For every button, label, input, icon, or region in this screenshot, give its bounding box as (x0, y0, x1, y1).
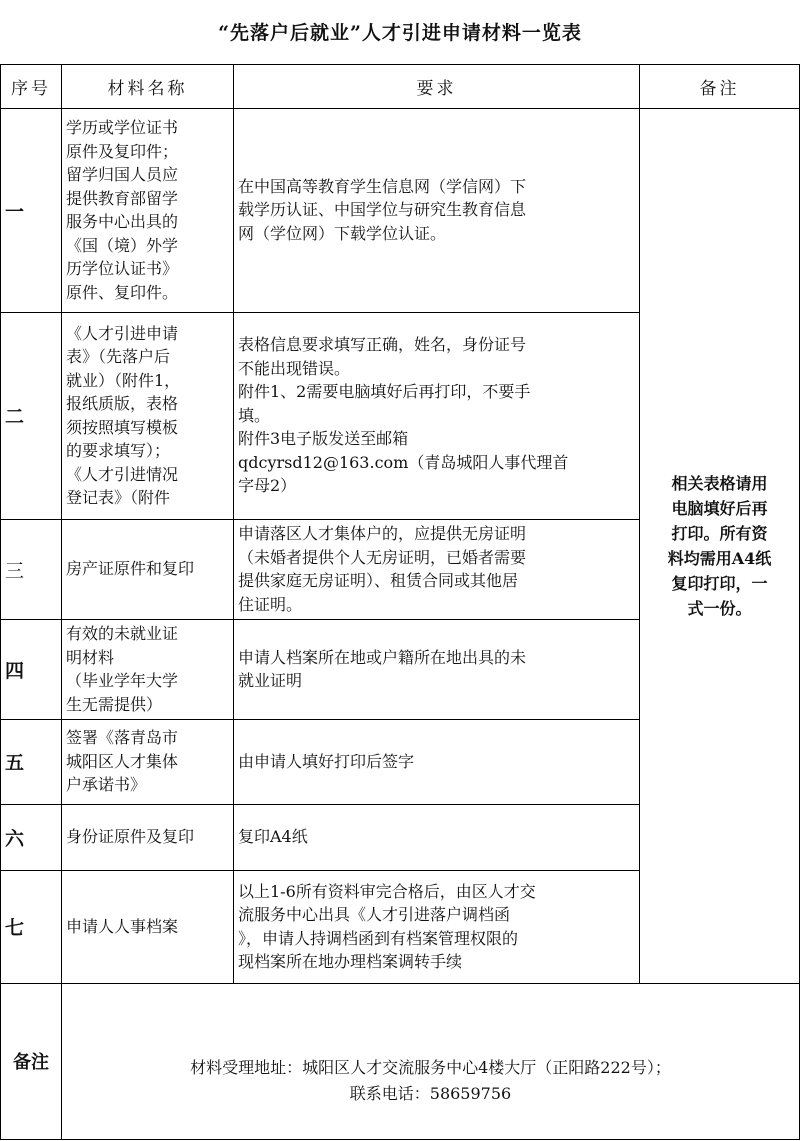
row-seq: 三 (1, 519, 62, 619)
row-requirement: 申请人档案所在地或户籍所在地出具的未 就业证明 (234, 619, 640, 719)
row-material: 有效的未就业证 明材料 （毕业学年大学 生无需提供） (62, 619, 234, 719)
header-seq: 序号 (1, 64, 62, 108)
footer-row (1, 983, 800, 1139)
row-material: 房产证原件和复印 (62, 519, 234, 619)
row-seq: 六 (1, 804, 62, 870)
row-requirement: 由申请人填好打印后签字 (234, 719, 640, 804)
row-seq: 五 (1, 719, 62, 804)
row-seq: 二 (1, 312, 62, 519)
row-requirement: 表格信息要求填写正确，姓名，身份证号 不能出现错误。 附件1、2需要电脑填好后再打印，不要手 填。 附件3电子版发送至邮箱 qdcyrsd12@163.com（青岛城阳人事代理首 字母2） (234, 312, 640, 519)
header-remarks: 备注 (640, 64, 800, 108)
header-material: 材料名称 (62, 64, 234, 108)
row-requirement: 以上1-6所有资料审完合格后，由区人才交 流服务中心出具《人才引进落户调档函 》，申请人持调档函到有档案管理权限的 现档案所在地办理档案调转手续 (234, 870, 640, 983)
row-requirement: 复印A4纸 (234, 804, 640, 870)
row-material: 申请人人事档案 (62, 870, 234, 983)
row-seq: 四 (1, 619, 62, 719)
remarks-note: 相关表格请用 电脑填好后再 打印。所有资 料均需用A4纸 复印打印，一 式一份。 (640, 108, 800, 983)
row-material: 学历或学位证书 原件及复印件； 留学归国人员应 提供教育部留学 服务中心出具的 《国（境）外学 历学位认证书》 原件、复印件。 (62, 108, 234, 312)
row-requirement: 在中国高等教育学生信息网（学信网）下 载学历认证、中国学位与研究生教育信息 网（学位网）下载学位认证。 (234, 108, 640, 312)
row-material: 《人才引进申请 表》（先落户后 就业）（附件1， 报纸质版，表格 须按照填写模板 的要求填写）； 《人才引进情况 登记表》（附件 (62, 312, 234, 519)
header-row (1, 64, 800, 108)
footer-info (62, 983, 800, 1139)
row-seq: 一 (1, 108, 62, 312)
header-requirement: 要求 (234, 64, 640, 108)
row-material: 身份证原件及复印 (62, 804, 234, 870)
row-seq: 七 (1, 870, 62, 983)
footer-address: 材料受理地址：城阳区人才交流服务中心4楼大厅（正阳路222号）； (190, 1058, 671, 1077)
table-row (1, 108, 800, 312)
row-material: 签署《落青岛市 城阳区人才集体 户承诺书》 (62, 719, 234, 804)
footer-phone: 联系电话：58659756 (349, 1084, 512, 1103)
footer-label: 备注 (1, 983, 62, 1139)
page-title: “先落户后就业”人才引进申请材料一览表 (1, 0, 800, 64)
row-requirement: 申请落区人才集体户的，应提供无房证明 （未婚者提供个人无房证明，已婚者需要 提供家庭无房证明）、租赁合同或其他居 住证明。 (234, 519, 640, 619)
